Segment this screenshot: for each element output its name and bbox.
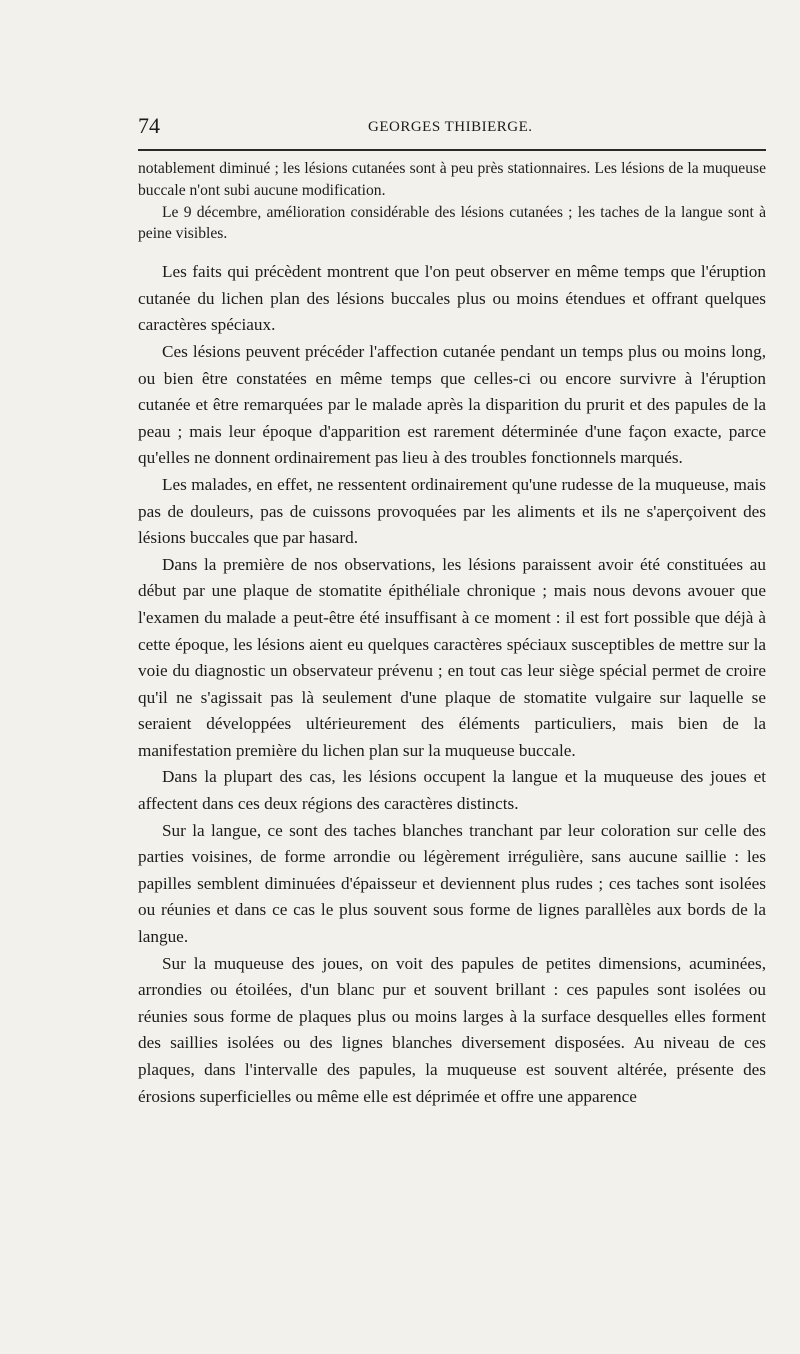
paragraph: Sur la langue, ce sont des taches blanches tranchant par leur coloration sur celle des parties voisines, de forme arrondie ou légèrement irrégulière, sans aucune saillie : les papilles semblent diminuées d'épaisseur et deviennent plus rudes ; ces taches sont isolées ou réunies et dans ce cas le plus souvent sous forme de lignes parallèles aux bords de la langue. [138,820,766,947]
paragraph: Sur la muqueuse des joues, on voit des papules de petites dimensions, acuminées, arrondies ou étoilées, d'un blanc pur et souvent brillant : ces papules sont isolées ou réunies sous forme de plaques plus ou moins larges à la surface desquelles elles forment des saillies isolées ou des lignes blanches diversement disposées. Au niveau de ces plaques, dans l'intervalle des papules, la muqueuse est souvent altérée, présente des érosions superficielles ou même elle est déprimée et offre une apparence [138,953,766,1106]
small-print-section [138,158,766,245]
main-section [138,259,766,1110]
paragraph: Ces lésions peuvent précéder l'affection cutanée pendant un temps plus ou moins long, ou bien être constatées en même temps que celles-ci ou encore survivre à l'éruption cutanée et être remarquées par le malade après la disparition du prurit et des papules de la peau ; mais leur époque d'apparition est rarement déterminée d'une façon exacte, parce qu'elles ne donnent ordinairement pas lieu à des troubles fonctionnels marqués. [138,341,766,468]
paragraph: Le 9 décembre, amélioration considérable des lésions cutanées ; les taches de la langue sont à peine visibles. [138,203,766,243]
header-rule [138,149,766,151]
page-header [138,112,766,142]
page-number: 74 [138,113,160,138]
paragraph: Dans la première de nos observations, les lésions paraissent avoir été constituées au début par une plaque de stomatite épithéliale chronique ; mais nous devons avouer que l'examen du malade a peut-être été insuffisant à ce moment : il est fort possible que déjà à cette époque, les lésions aient eu quelques caractères spéciaux susceptibles de mettre sur la voie du diagnostic un observateur prévenu ; en tout cas leur siège spécial permet de croire qu'il ne s'agissait pas là seulement d'une plaque de stomatite vulgaire sur laquelle se seraient développées ultérieurement des éléments particuliers, mais bien de la manifestation première du lichen plan sur la muqueuse buccale. [138,554,766,760]
paragraph: notablement diminué ; les lésions cutanées sont à peu près stationnaires. Les lésions de la muqueuse buccale n'ont subi aucune modification. [138,160,766,199]
paragraph: Les malades, en effet, ne ressentent ordinairement qu'une rudesse de la muqueuse, mais pas de douleurs, pas de cuissons provoquées par les aliments et ils ne s'aperçoivent des lésions buccales que par hasard. [138,474,766,548]
running-title: GEORGES THIBIERGE. [368,119,533,135]
paragraph: Dans la plupart des cas, les lésions occupent la langue et la muqueuse des joues et affectent dans ces deux régions des caractères distincts. [138,767,766,814]
page-body [138,158,766,1110]
paragraph: Les faits qui précèdent montrent que l'on peut observer en même temps que l'éruption cutanée du lichen plan des lésions buccales plus ou moins étendues et offrant quelques caractères spéciaux. [138,262,766,335]
